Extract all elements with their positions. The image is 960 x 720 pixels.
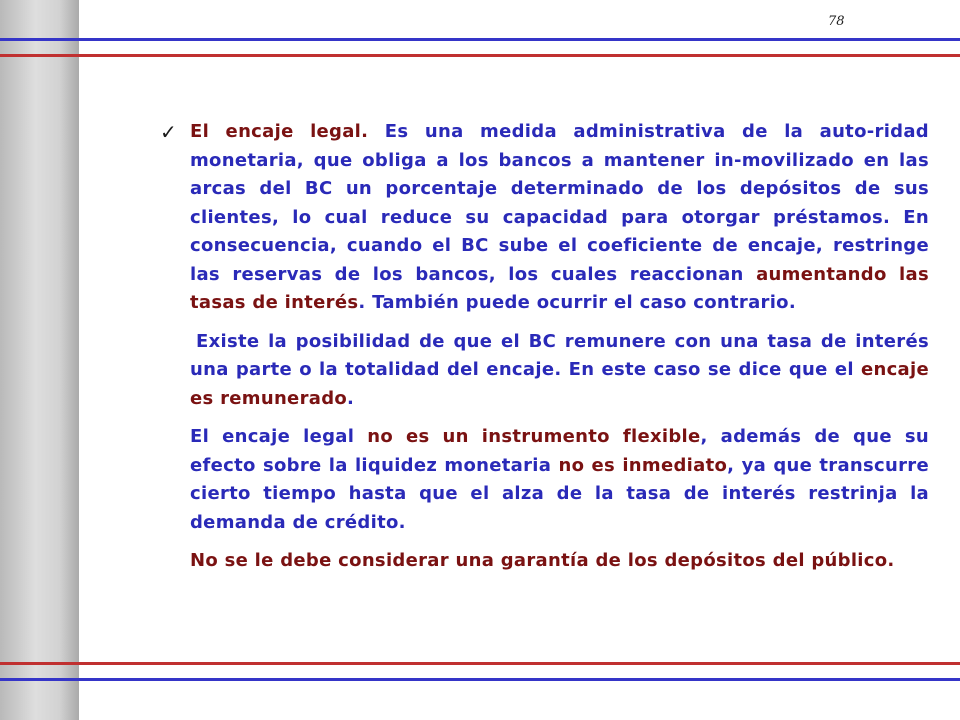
paragraph-encaje-no-flexible: [190, 423, 929, 537]
text-run: Existe la posibilidad de que el BC remunere con una tasa de interés una parte o la totalidad del encaje. En este caso se dice que el: [190, 330, 929, 380]
top-blue-rule: [0, 38, 960, 41]
text-run: encaje es remunerado: [190, 359, 929, 409]
top-red-rule: [0, 54, 960, 57]
check-icon: ✓: [160, 120, 178, 144]
bottom-blue-rule: [0, 678, 960, 681]
left-gray-sidebar: [0, 0, 79, 720]
text-run: no es inmediato: [558, 454, 728, 476]
text-run: , ya que transcurre cierto tiempo hasta que el alza de la tasa de interés restrinja la demanda de crédito.: [190, 454, 929, 533]
text-run: aumentando las tasas de interés: [190, 263, 929, 313]
text-run: no es un instrumento flexible: [367, 426, 701, 447]
text-run: El encaje legal: [190, 426, 368, 447]
bottom-red-rule: [0, 662, 960, 665]
text-run: Es una medida administrativa de la auto-ridad monetaria, que obliga a los bancos a mantener in-movilizado en las arcas del BC un porcentaje determinado de los depósitos de sus clientes: [190, 121, 929, 228]
page-content: [160, 118, 929, 586]
paragraph-encaje-remunerado: [190, 328, 929, 414]
text-run: No se le debe considerar una garantía de los depósitos del público.: [190, 550, 895, 571]
paragraph-encaje-no-garantia: [190, 547, 929, 576]
page-number: 78: [828, 14, 845, 29]
text-run: , lo cual reduce su capacidad para otorgar préstamos. En consecuencia, cuando el BC sube el coeficiente de encaje, restringe las reservas de los bancos, los cuales reaccionan: [190, 206, 929, 285]
text-run: . También puede ocurrir el caso contrario.: [358, 292, 796, 313]
text-run: .: [347, 387, 355, 409]
text-run: El encaje legal.: [190, 121, 385, 142]
paragraph-encaje-legal-definition: [160, 118, 929, 318]
text-run: , además de que su efecto sobre la liquidez monetaria: [190, 426, 929, 476]
